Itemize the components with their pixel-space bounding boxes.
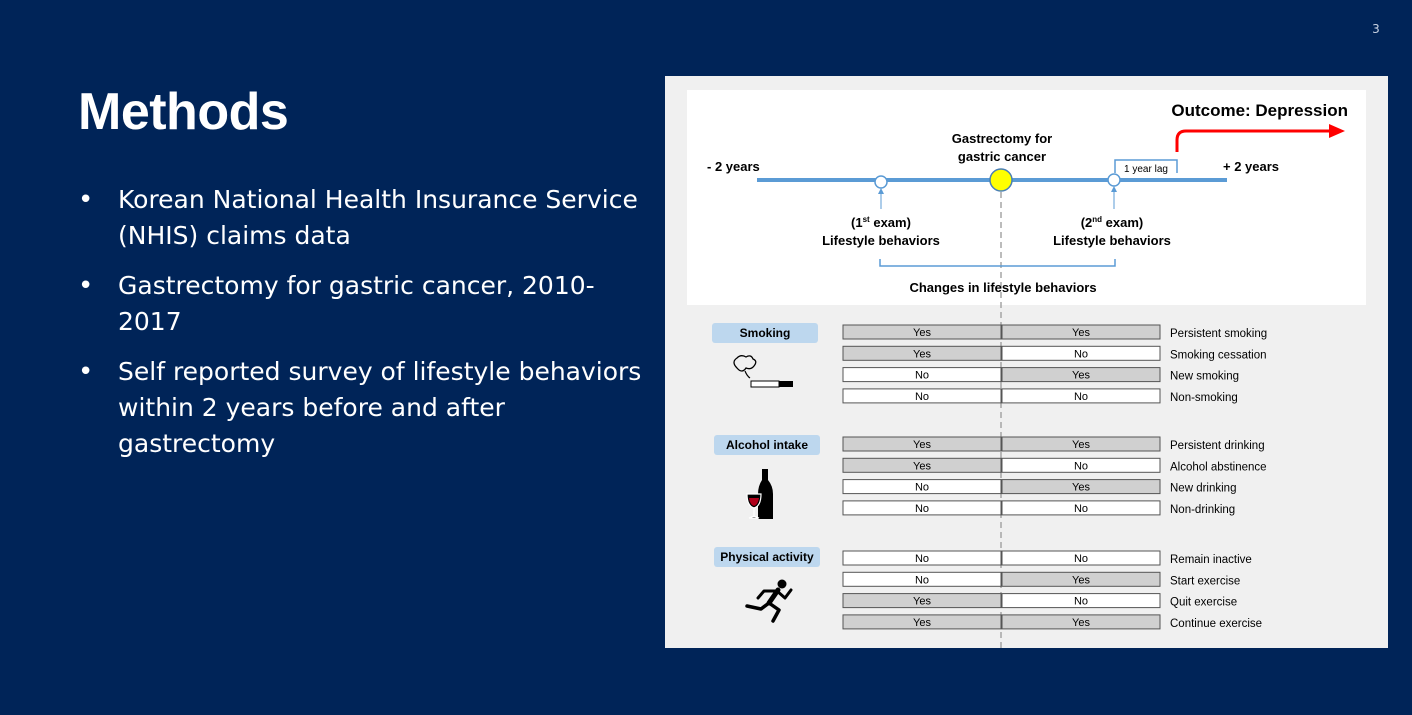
after-exam-value: Yes	[1072, 439, 1090, 451]
behavior-change-label: Persistent smoking	[1170, 328, 1268, 340]
table-row	[843, 551, 1252, 566]
bullet-text: Self reported survey of lifestyle behaviors within 2 years before and after gastrectomy	[118, 357, 642, 458]
table-row	[843, 458, 1267, 473]
behavior-change-label: Start exercise	[1170, 575, 1241, 588]
after-exam-value: Yes	[1072, 327, 1090, 339]
after-exam-value: No	[1073, 348, 1089, 361]
behavior-change-table	[843, 325, 1267, 630]
outcome-arrowhead	[1329, 124, 1345, 138]
changes-bracket	[880, 259, 1115, 266]
exam2-marker	[1108, 174, 1120, 186]
slide-number: 3	[1372, 22, 1380, 36]
before-exam-value: Yes	[913, 327, 931, 339]
cigarette-icon	[734, 356, 793, 387]
outcome-arrow	[1177, 131, 1333, 152]
before-exam-value: Yes	[913, 348, 931, 361]
behavior-change-label: New smoking	[1170, 370, 1240, 383]
table-row	[843, 346, 1267, 361]
bullet-list	[78, 182, 658, 476]
after-exam-value: No	[1073, 553, 1089, 565]
timeline-start-label: - 2 years	[707, 159, 760, 174]
category-label: Alcohol intake	[725, 438, 809, 452]
behavior-change-label: Remain inactive	[1170, 554, 1252, 566]
after-exam-value: No	[1073, 390, 1089, 403]
table-row	[843, 480, 1236, 495]
exam1-title: (1st exam)	[851, 215, 911, 230]
bullet-dot: •	[78, 271, 94, 301]
behavior-change-label: Smoking cessation	[1170, 349, 1267, 362]
bullet-text: Gastrectomy for gastric cancer, 2010-2017	[118, 271, 595, 336]
changes-label: Changes in lifestyle behaviors	[909, 280, 1097, 295]
after-exam-value: No	[1073, 460, 1089, 473]
surgery-marker	[990, 169, 1012, 191]
before-exam-value: No	[914, 574, 930, 587]
wine-icon	[747, 469, 773, 519]
before-exam-value: No	[914, 481, 930, 494]
behavior-change-label: Non-drinking	[1170, 503, 1236, 516]
before-exam-value: No	[914, 390, 930, 403]
bullet-item	[78, 182, 658, 254]
behavior-change-label: Persistent drinking	[1170, 440, 1265, 452]
table-row	[843, 501, 1235, 516]
running-person-icon	[747, 580, 791, 622]
before-exam-value: Yes	[913, 616, 931, 629]
before-exam-value: No	[914, 502, 930, 515]
study-design-diagram	[665, 76, 1388, 648]
bullet-text: Korean National Health Insurance Service (NHIS) claims data	[118, 185, 638, 250]
before-exam-value: Yes	[913, 439, 931, 451]
before-exam-value: No	[914, 369, 930, 382]
after-exam-value: No	[1073, 502, 1089, 515]
exam2-arrowhead	[1111, 186, 1117, 192]
behavior-change-label: Alcohol abstinence	[1170, 461, 1267, 474]
table-row	[843, 594, 1237, 609]
after-exam-value: Yes	[1072, 369, 1090, 382]
exam2-label: Lifestyle behaviors	[1053, 233, 1171, 248]
table-row	[843, 572, 1240, 587]
lag-label: 1 year lag	[1124, 164, 1168, 175]
bullet-item	[78, 354, 658, 462]
table-row	[843, 325, 1267, 340]
exam2-title: (2nd exam)	[1080, 215, 1144, 230]
before-exam-value: Yes	[913, 460, 931, 473]
table-row	[843, 615, 1262, 630]
bullet-dot: •	[78, 185, 94, 215]
slide-title: Methods	[78, 83, 289, 141]
behavior-change-label: Non-smoking	[1170, 391, 1238, 404]
bullet-item	[78, 268, 658, 340]
after-exam-value: Yes	[1072, 481, 1090, 494]
after-exam-value: No	[1073, 595, 1089, 608]
outcome-label: Outcome: Depression	[1171, 101, 1348, 120]
after-exam-value: Yes	[1072, 616, 1090, 629]
table-row	[843, 389, 1238, 404]
table-row	[843, 368, 1239, 383]
behavior-change-label: Continue exercise	[1170, 617, 1263, 630]
before-exam-value: No	[914, 553, 930, 565]
timeline-end-label: + 2 years	[1223, 159, 1280, 174]
after-exam-value: Yes	[1072, 574, 1090, 587]
exam1-arrowhead	[878, 188, 884, 194]
surgery-label-line1: Gastrectomy for	[951, 131, 1053, 146]
exam1-label: Lifestyle behaviors	[822, 233, 940, 248]
category-label: Smoking	[739, 326, 791, 340]
table-row	[843, 437, 1265, 452]
surgery-label-line2: gastric cancer	[957, 149, 1047, 164]
before-exam-value: Yes	[913, 595, 931, 608]
category-label: Physical activity	[720, 550, 814, 564]
bullet-dot: •	[78, 357, 94, 387]
exam1-marker	[875, 176, 887, 188]
behavior-change-label: Quit exercise	[1170, 596, 1238, 609]
study-design-figure	[665, 76, 1388, 648]
behavior-change-label: New drinking	[1170, 482, 1237, 495]
